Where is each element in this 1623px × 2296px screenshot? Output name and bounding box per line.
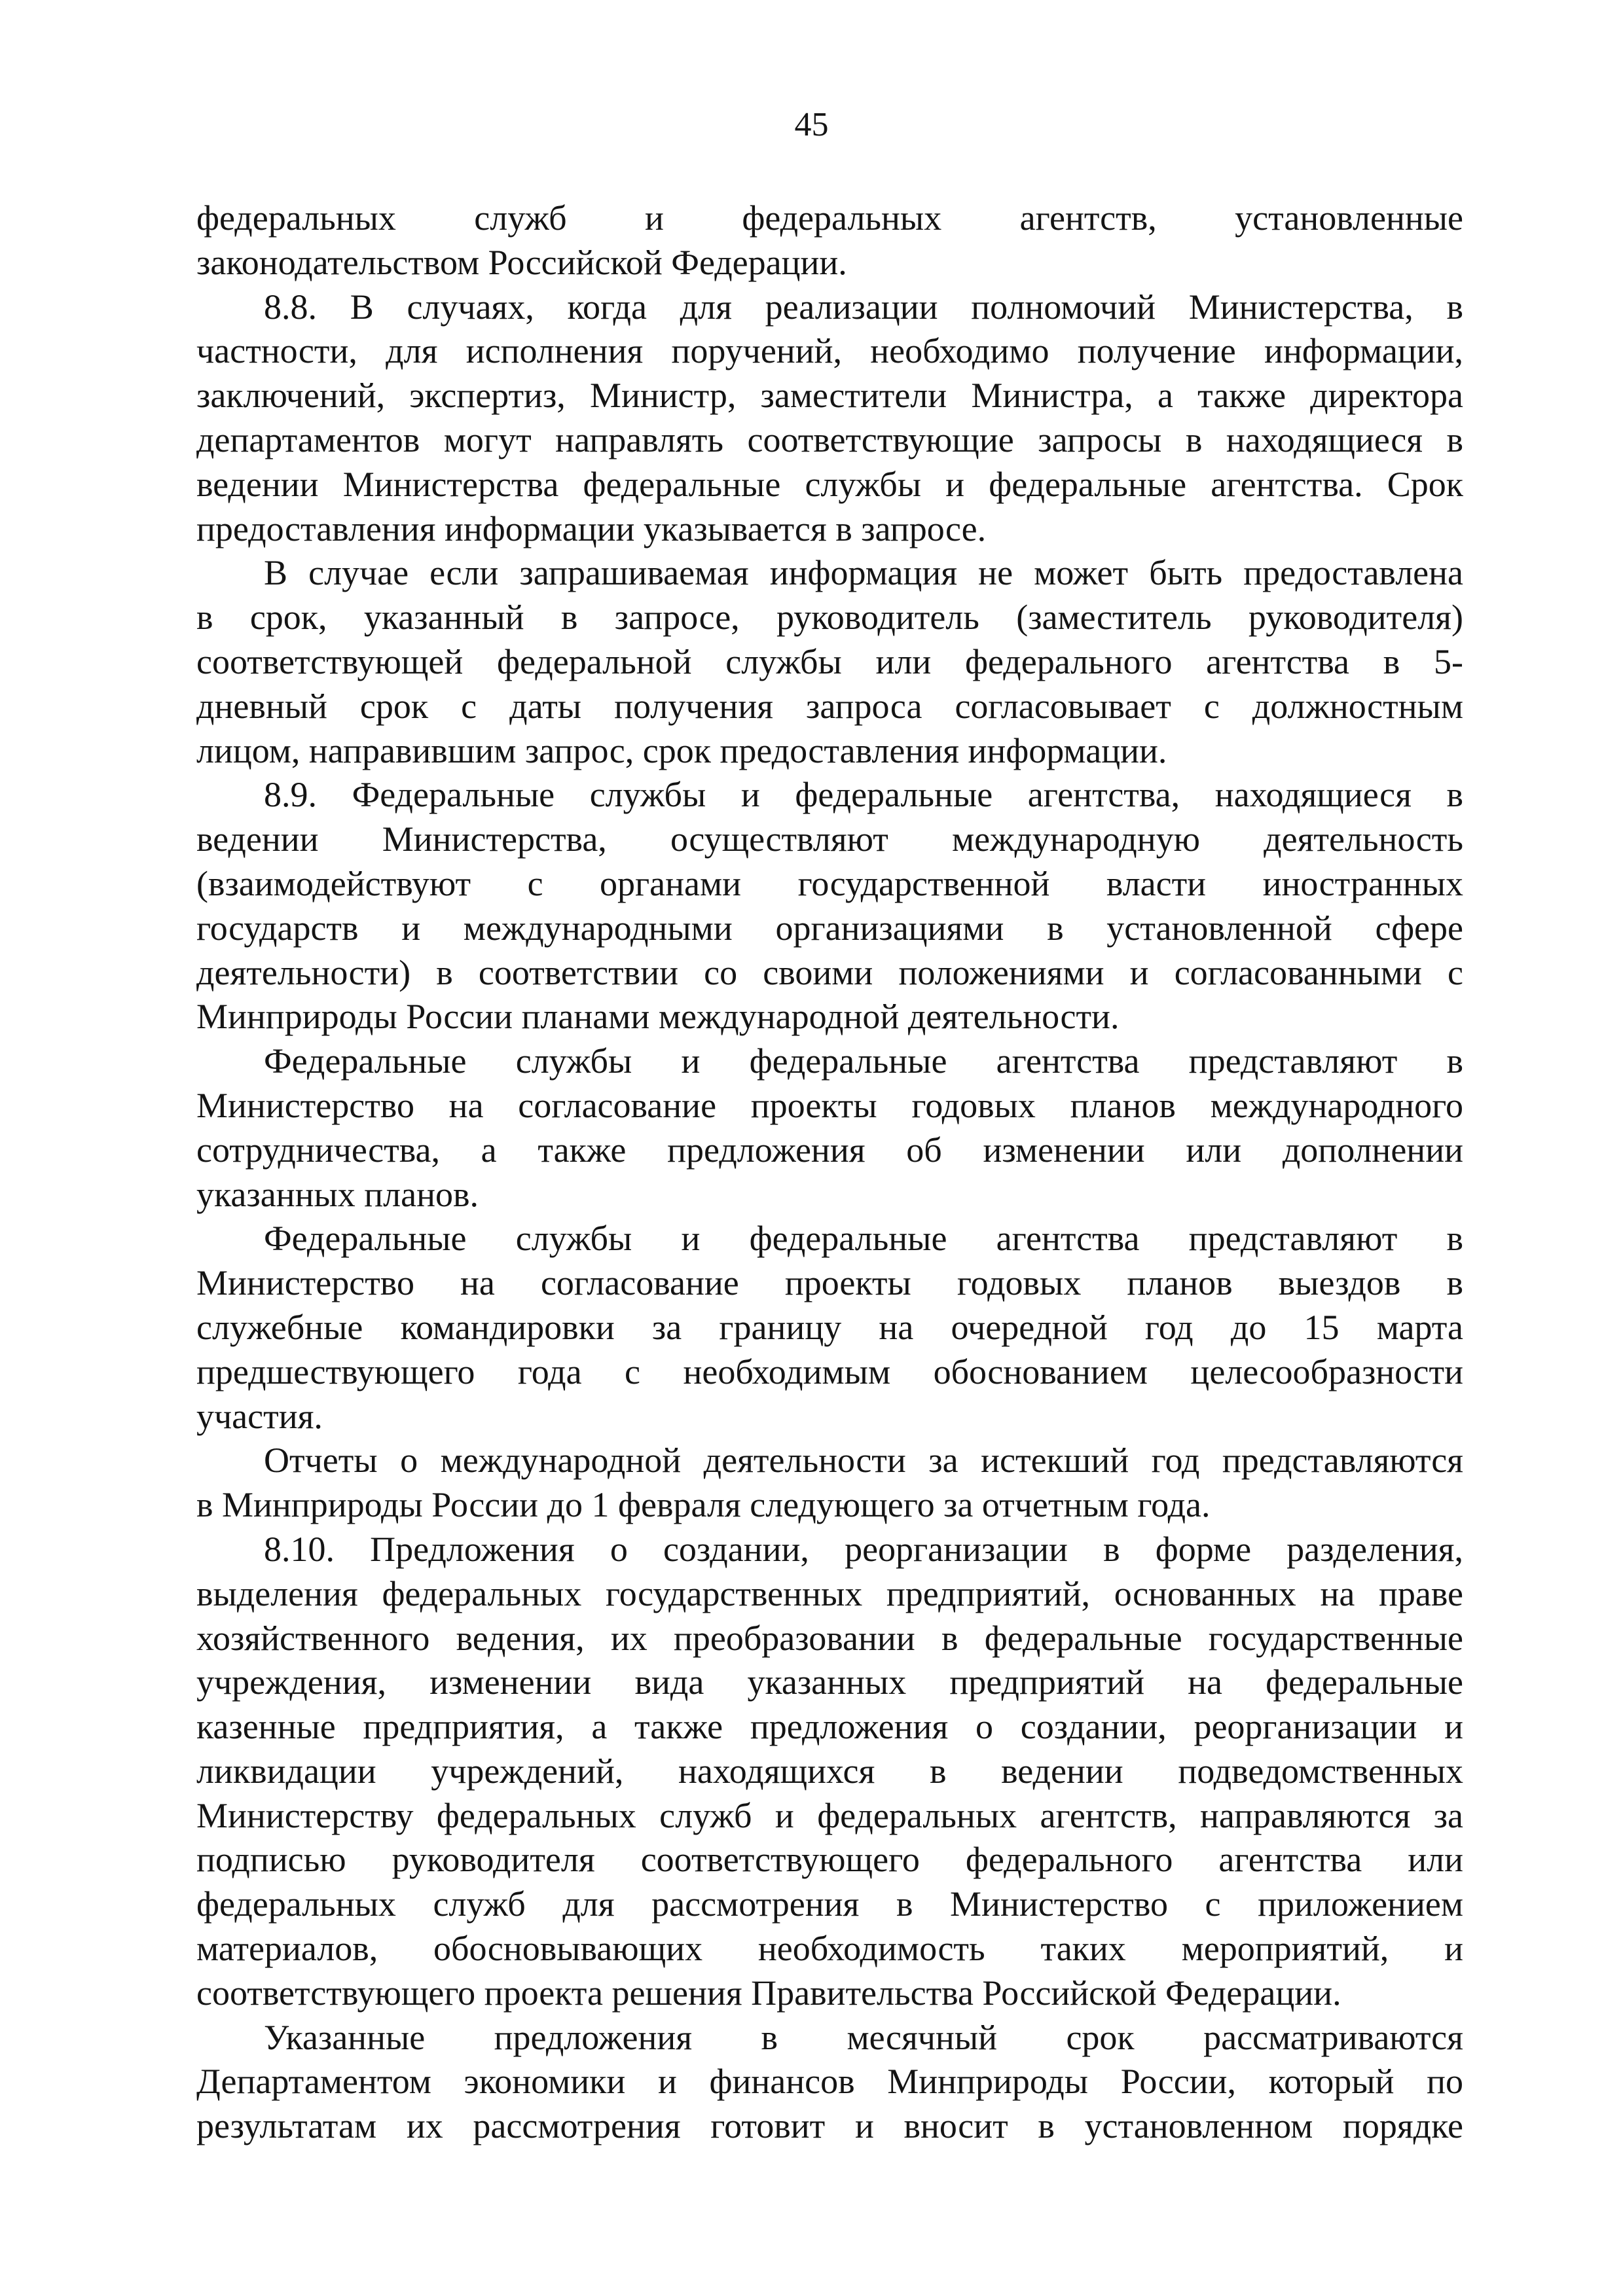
text-line: в Минприроды России до 1 февраля следующего за отчетным года. — [196, 1485, 1211, 1525]
text-line: (взаимодействуют с органами государственной власти иностранных — [196, 863, 1463, 903]
page-number: 45 — [794, 106, 829, 143]
text-line: сотрудничества, а также предложения об изменении или дополнении — [196, 1130, 1463, 1170]
text-line: федеральных служб для рассмотрения в Министерство с приложением — [196, 1884, 1463, 1924]
text-line: Минприроды России планами международной деятельности. — [196, 997, 1120, 1037]
text-line: казенные предприятия, а также предложения о создании, реорганизации и — [196, 1707, 1463, 1747]
text-line: федеральных служб и федеральных агентств, установленные — [196, 198, 1463, 238]
text-line: участия. — [196, 1396, 323, 1436]
text-line: учреждения, изменении вида указанных предприятий на федеральные — [196, 1662, 1463, 1702]
text-line: Департаментом экономики и финансов Минприроды России, который по — [196, 2062, 1463, 2102]
text-line: хозяйственного ведения, их преобразовании в федеральные государственные — [196, 1618, 1463, 1658]
paragraph — [196, 1039, 1463, 1217]
text-line: Министерство на согласование проекты годовых планов международного — [196, 1085, 1463, 1125]
text-line: соответствующего проекта решения Правительства Российской Федерации. — [196, 1973, 1341, 2013]
text-line: В случае если запрашиваемая информация не может быть предоставлена — [264, 553, 1463, 593]
text-line: государств и международными организациями в установленной сфере — [196, 908, 1463, 948]
text-line: законодательством Российской Федерации. — [196, 242, 847, 282]
paragraph — [196, 551, 1463, 773]
text-line: соответствующей федеральной службы или федерального агентства в 5- — [196, 641, 1463, 681]
text-line: служебные командировки за границу на очередной год до 15 марта — [196, 1307, 1463, 1347]
text-line: подписью руководителя соответствующего федерального агентства или — [196, 1840, 1463, 1880]
text-line: предшествующего года с необходимым обоснованием целесообразности — [196, 1352, 1463, 1391]
text-line: указанных планов. — [196, 1174, 479, 1214]
text-line: частности, для исполнения поручений, необходимо получение информации, — [196, 331, 1463, 371]
text-line: заключений, экспертиз, Министр, заместители Министра, а также директора — [196, 376, 1463, 416]
text-line: Министерство на согласование проекты годовых планов выездов в — [196, 1263, 1463, 1303]
text-line: в срок, указанный в запросе, руководитель (заместитель руководителя) — [196, 598, 1463, 637]
text-line: Указанные предложения в месячный срок рассматриваются — [264, 2017, 1463, 2057]
text-line: 8.10. Предложения о создании, реорганизации в форме разделения, — [264, 1529, 1463, 1569]
paragraph — [196, 773, 1463, 1039]
text-line: ведении Министерства, осуществляют международную деятельность — [196, 819, 1463, 859]
text-line: Отчеты о международной деятельности за истекший год представляются — [264, 1441, 1463, 1480]
paragraph — [196, 1217, 1463, 1439]
text-line: лицом, направившим запрос, срок предоставления информации. — [196, 730, 1167, 770]
text-line: деятельности) в соответствии со своими положениями и согласованными с — [196, 952, 1463, 992]
text-line: результатам их рассмотрения готовит и вносит в установленном порядке — [196, 2106, 1463, 2146]
text-line: Федеральные службы и федеральные агентства представляют в — [264, 1041, 1463, 1081]
paragraph — [196, 285, 1463, 552]
paragraph — [196, 196, 1463, 285]
paragraph — [196, 1528, 1463, 2016]
text-line: Федеральные службы и федеральные агентства представляют в — [264, 1219, 1463, 1259]
text-line: материалов, обосновывающих необходимость таких мероприятий, и — [196, 1929, 1463, 1969]
text-line: предоставления информации указывается в запросе. — [196, 509, 987, 548]
text-line: ликвидации учреждений, находящихся в ведении подведомственных — [196, 1751, 1463, 1791]
paragraph — [196, 2016, 1463, 2149]
text-line: департаментов могут направлять соответствующие запросы в находящиеся в — [196, 420, 1463, 459]
text-line: выделения федеральных государственных предприятий, основанных на праве — [196, 1573, 1463, 1613]
text-line: 8.9. Федеральные службы и федеральные агентства, находящиеся в — [264, 775, 1463, 815]
document-body — [196, 196, 1463, 2149]
text-line: Министерству федеральных служб и федеральных агентств, направляются за — [196, 1795, 1463, 1835]
text-line: ведении Министерства федеральные службы и федеральные агентства. Срок — [196, 464, 1463, 504]
paragraph — [196, 1439, 1463, 1528]
text-line: 8.8. В случаях, когда для реализации полномочий Министерства, в — [264, 287, 1463, 327]
text-line: дневный срок с даты получения запроса согласовывает с должностным — [196, 686, 1463, 726]
